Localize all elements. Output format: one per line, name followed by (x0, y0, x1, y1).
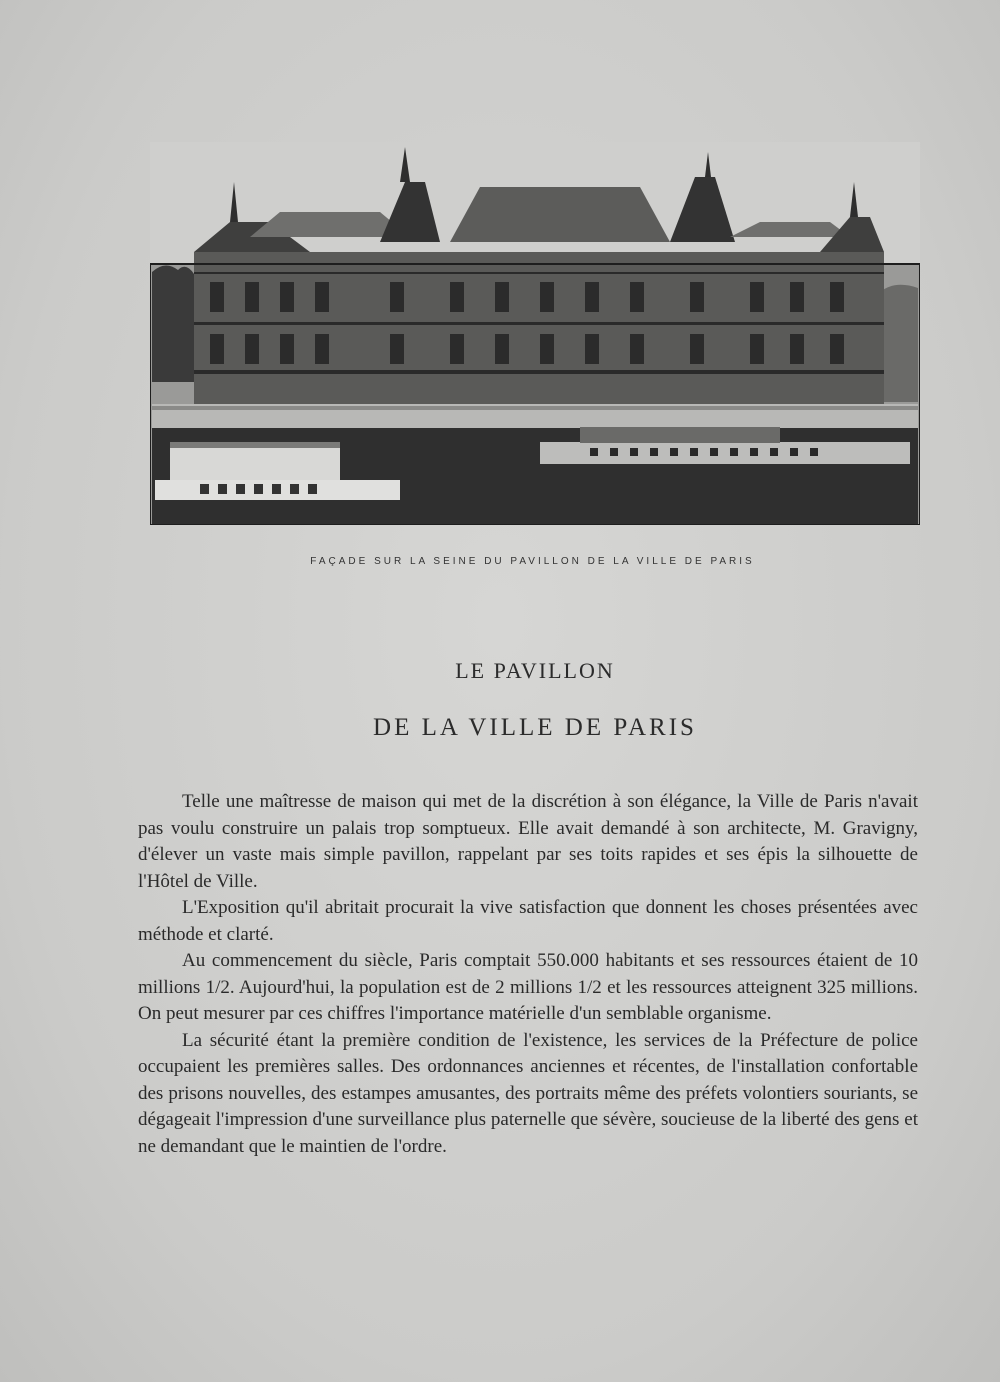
paragraph: La sécurité étant la première condition de l'existence, les services de la Préfecture de police occupaient les premières salles. Des ordonnances anciennes et récentes, de l'installation confortable des prisons nouvelles, des estampes amusantes, des portraits même des préfets volontiers souriants, se dégageait l'impression d'une surveillance plus paternelle que sévère, soucieuse de la liberté des gens et ne demandant que le maintien de l'ordre. (138, 1029, 918, 1157)
heading-line-2: DE LA VILLE DE PARIS (373, 714, 697, 741)
article-body (138, 789, 918, 1160)
heading-line-1: LE PAVILLON (455, 658, 615, 683)
pavilion-photograph (150, 142, 920, 525)
paragraph: L'Exposition qu'il abritait procurait la vive satisfaction que donnent les choses présentées avec méthode et clarté. (138, 897, 918, 945)
paragraph: Telle une maîtresse de maison qui met de la discrétion à son élégance, la Ville de Paris n'avait pas voulu construire un palais trop somptueux. Elle avait demandé à son architecte, M. Gravigny, d'élever un vaste mais simple pavillon, rappelant par ses toits rapides et ses épis la silhouette de l'Hôtel de Ville. (138, 791, 918, 892)
figure-caption: FAÇADE SUR LA SEINE DU PAVILLON DE LA VILLE DE PARIS (310, 556, 755, 567)
paragraph: Au commencement du siècle, Paris comptait 550.000 habitants et ses ressources étaient de 10 millions 1/2. Aujourd'hui, la population est de 2 millions 1/2 et les ressources atteignent 325 millions. On peut mesurer par ces chiffres l'importance matérielle d'un semblable organisme. (138, 950, 918, 1024)
